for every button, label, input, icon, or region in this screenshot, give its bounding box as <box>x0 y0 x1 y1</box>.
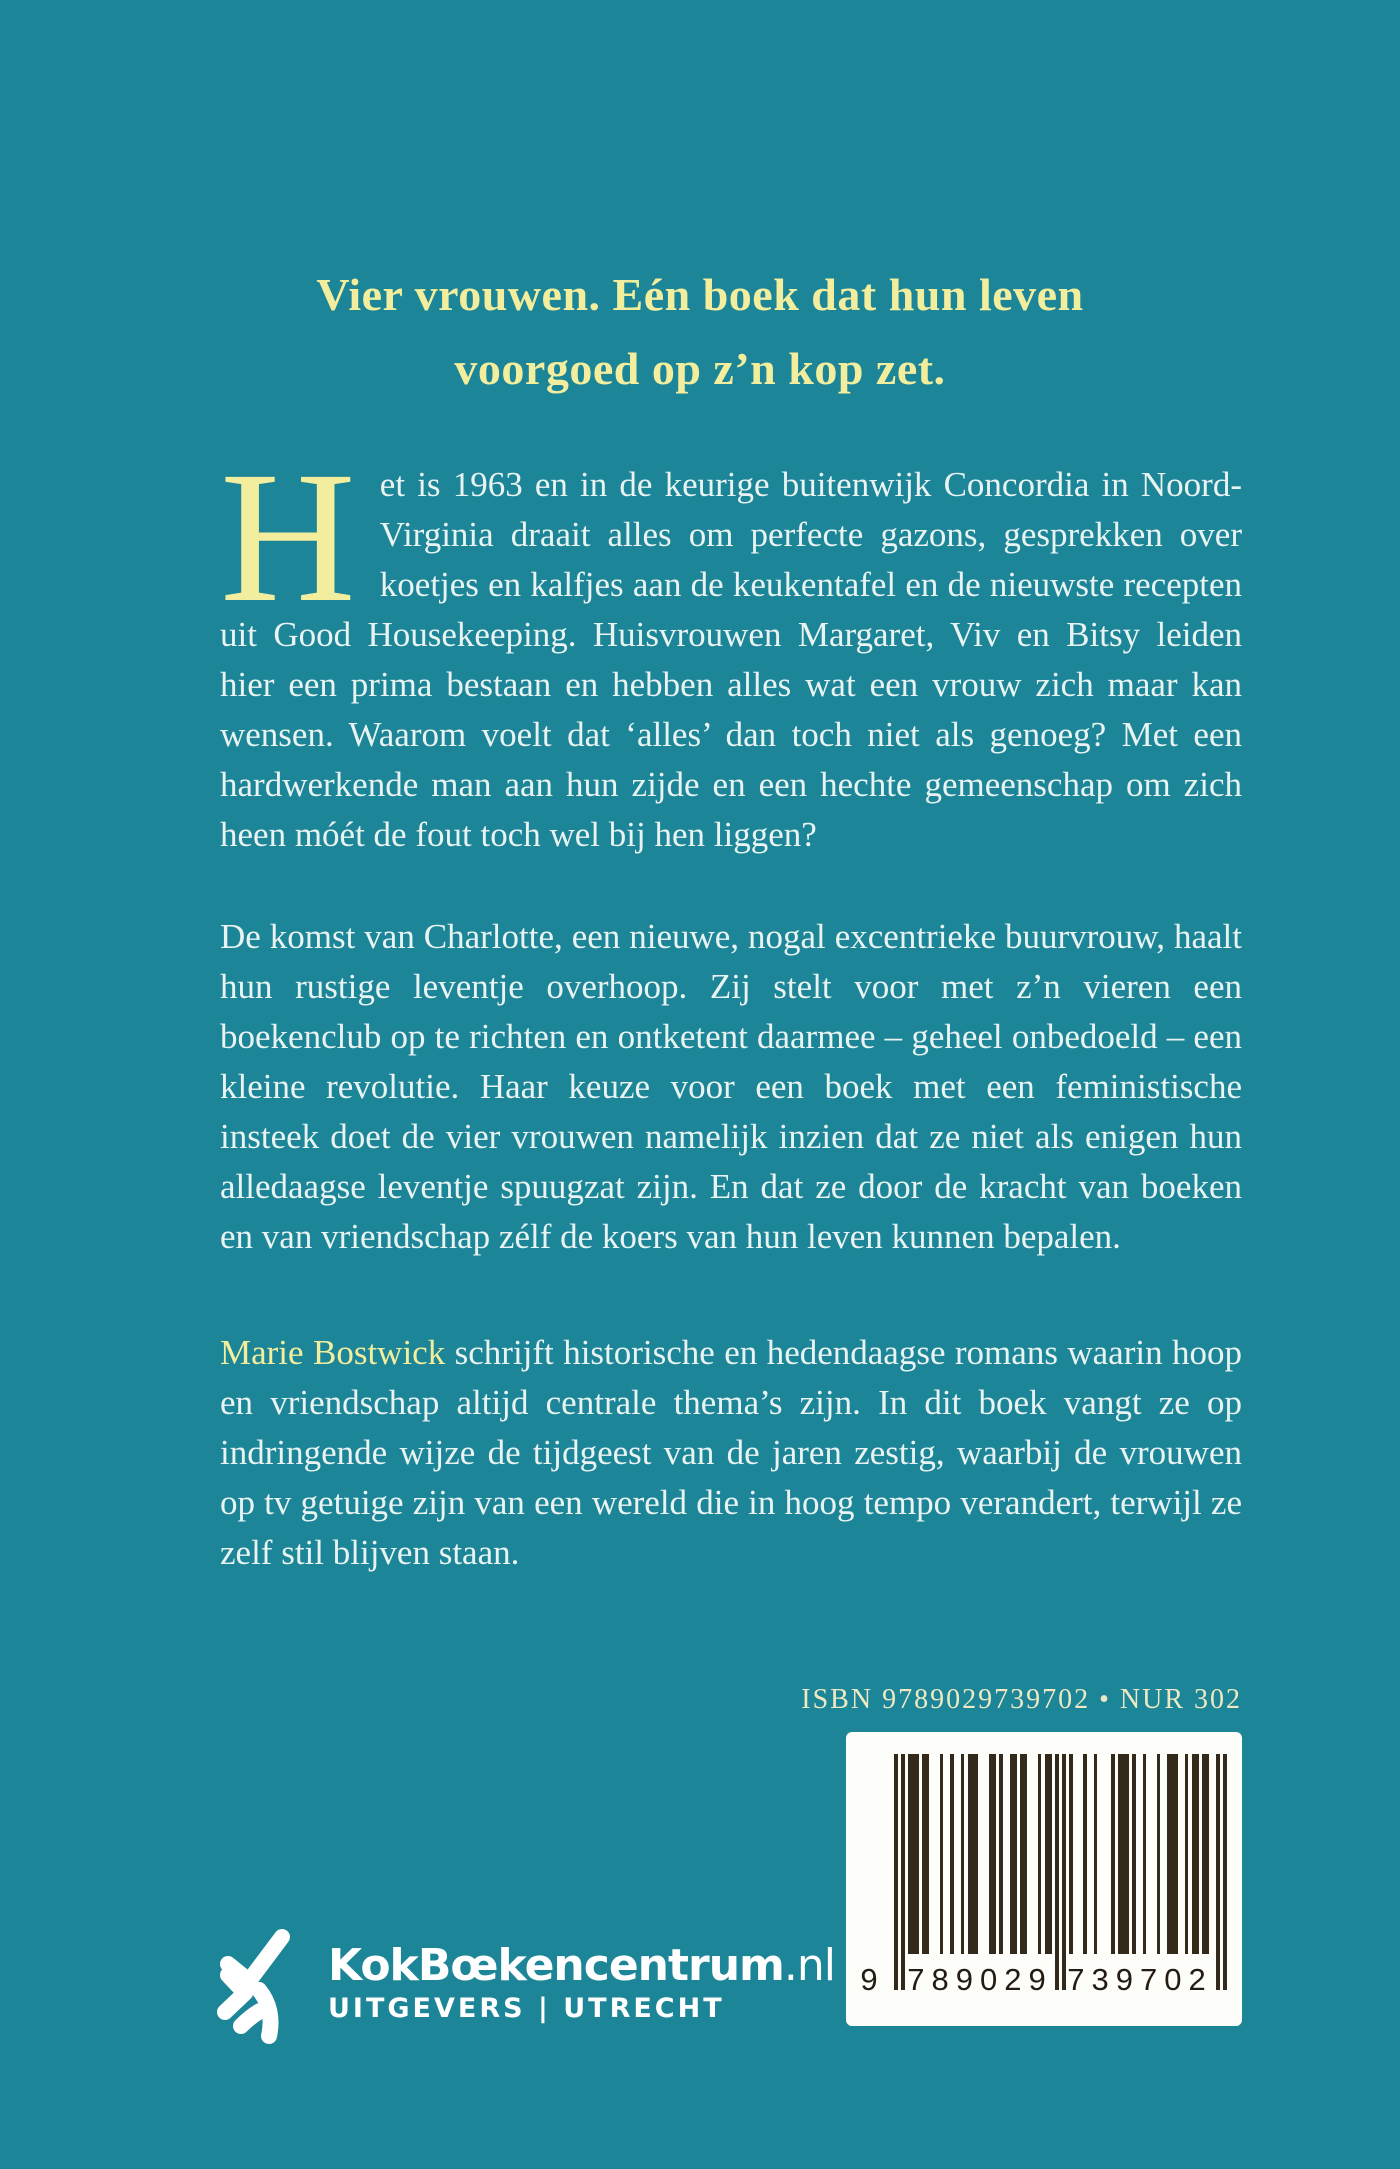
barcode-bar <box>992 1754 996 1954</box>
barcode-bar <box>1083 1754 1087 1954</box>
barcode-bar <box>1206 1754 1210 1954</box>
blurb-paragraph-1-text: et is 1963 en in de keurige buitenwijk Concordia in Noord-Virginia draait alles om perfecte gazons, gesprekken over koetjes en kalfjes aan de keukentafel en de nieuwste recepten uit Good Housekeeping. Huisvrouwen Margaret, Viv en Bitsy leiden hier een prima bestaan en hebben alles wat een vrouw zich maar kan wensen. Waarom voelt dat ‘alles’ dan toch niet als genoeg? Met een hardwerkende man aan hun zijde en een hechte gemeenschap om zich heen móét de fout toch wel bij hen liggen? <box>220 465 1242 854</box>
tagline-line-2: voorgoed op z’n kop zet. <box>454 343 946 394</box>
barcode-bar <box>894 1754 898 1990</box>
barcode-bar <box>1216 1754 1220 1990</box>
author-name: Marie Bostwick <box>220 1333 446 1372</box>
barcode-bar <box>1048 1754 1052 1954</box>
blurb-text <box>220 432 1242 1630</box>
barcode-bar <box>1094 1754 1098 1954</box>
barcode <box>846 1732 1242 2026</box>
publisher-name-tld: .nl <box>783 1940 836 1991</box>
isbn-nur-line: ISBN 9789029739702 • NUR 302 <box>801 1684 1242 1715</box>
barcode-bar <box>1132 1754 1136 1954</box>
barcode-bar <box>1195 1754 1199 1954</box>
barcode-bar <box>1174 1754 1178 1954</box>
barcode-bar <box>1125 1754 1129 1954</box>
publisher-name-main: KokBœkencentrum <box>328 1940 784 1991</box>
blurb-paragraph-2: De komst van Charlotte, een nieuwe, nogal excentrieke buurvrouw, haalt hun rustige leventje overhoop. Zij stelt voor met z’n vieren een boekenclub op te richten en ontketent daarmee – geheel onbedoeld – een kleine revolutie. Haar keuze voor een boek met een feministische insteek doet de vier vrouwen namelijk inzien dat ze niet als enigen hun alledaagse leventje spuugzat zijn. En dat ze door de kracht van boeken en van vriendschap zélf de koers van hun leven kunnen bepalen. <box>220 917 1242 1256</box>
barcode-bar <box>1185 1754 1189 1954</box>
barcode-digit-group-2: 789029 <box>907 1962 1053 1997</box>
barcode-bar <box>1157 1754 1161 1954</box>
barcode-bar <box>961 1754 965 1954</box>
barcode-bar <box>1055 1754 1059 1990</box>
blurb-paragraph-1 <box>220 432 1242 860</box>
blurb-paragraph-3-text: schrijft historische en hedendaagse romans waarin hoop en vriendschap altijd centrale thema’s zijn. In dit boek vangt ze op indringende wijze de tijdgeest van de jaren zestig, waarbij de vrouwen op tv getuige zijn van een wereld die in hoog tempo verandert, terwijl ze zelf stil blijven staan. <box>220 1333 1242 1572</box>
barcode-bar <box>926 1754 930 1954</box>
barcode-digit-group-1: 9 <box>860 1962 878 1997</box>
barcode-bar <box>1111 1754 1115 1954</box>
publisher-text <box>328 1942 835 2024</box>
publisher-logo-icon <box>214 1926 296 2046</box>
barcode-bar <box>1038 1754 1042 1954</box>
publisher-name <box>328 1942 835 1990</box>
barcode-bar <box>999 1754 1003 1954</box>
barcode-bar <box>1024 1754 1028 1954</box>
barcode-bar <box>915 1754 919 1954</box>
barcode-bar <box>950 1754 954 1954</box>
cover-tagline <box>0 258 1400 406</box>
barcode-bar <box>1143 1754 1147 1954</box>
blurb-paragraph-3 <box>220 1328 1242 1578</box>
barcode-bar <box>1223 1754 1227 1990</box>
barcode-bar <box>975 1754 979 1954</box>
barcode-digit-group-3: 739702 <box>1067 1962 1213 1997</box>
drop-cap: H <box>220 432 356 641</box>
tagline-line-1: Vier vrouwen. Eén boek dat hun leven <box>316 269 1084 320</box>
barcode-bar <box>1013 1754 1017 1954</box>
barcode-bar <box>940 1754 944 1954</box>
barcode-bar <box>1069 1754 1073 1954</box>
publisher-block <box>214 1918 835 2046</box>
barcode-bar <box>901 1754 905 1990</box>
publisher-subtitle: UITGEVERS | UTRECHT <box>328 1993 725 2024</box>
barcode-bar <box>1062 1754 1066 1990</box>
